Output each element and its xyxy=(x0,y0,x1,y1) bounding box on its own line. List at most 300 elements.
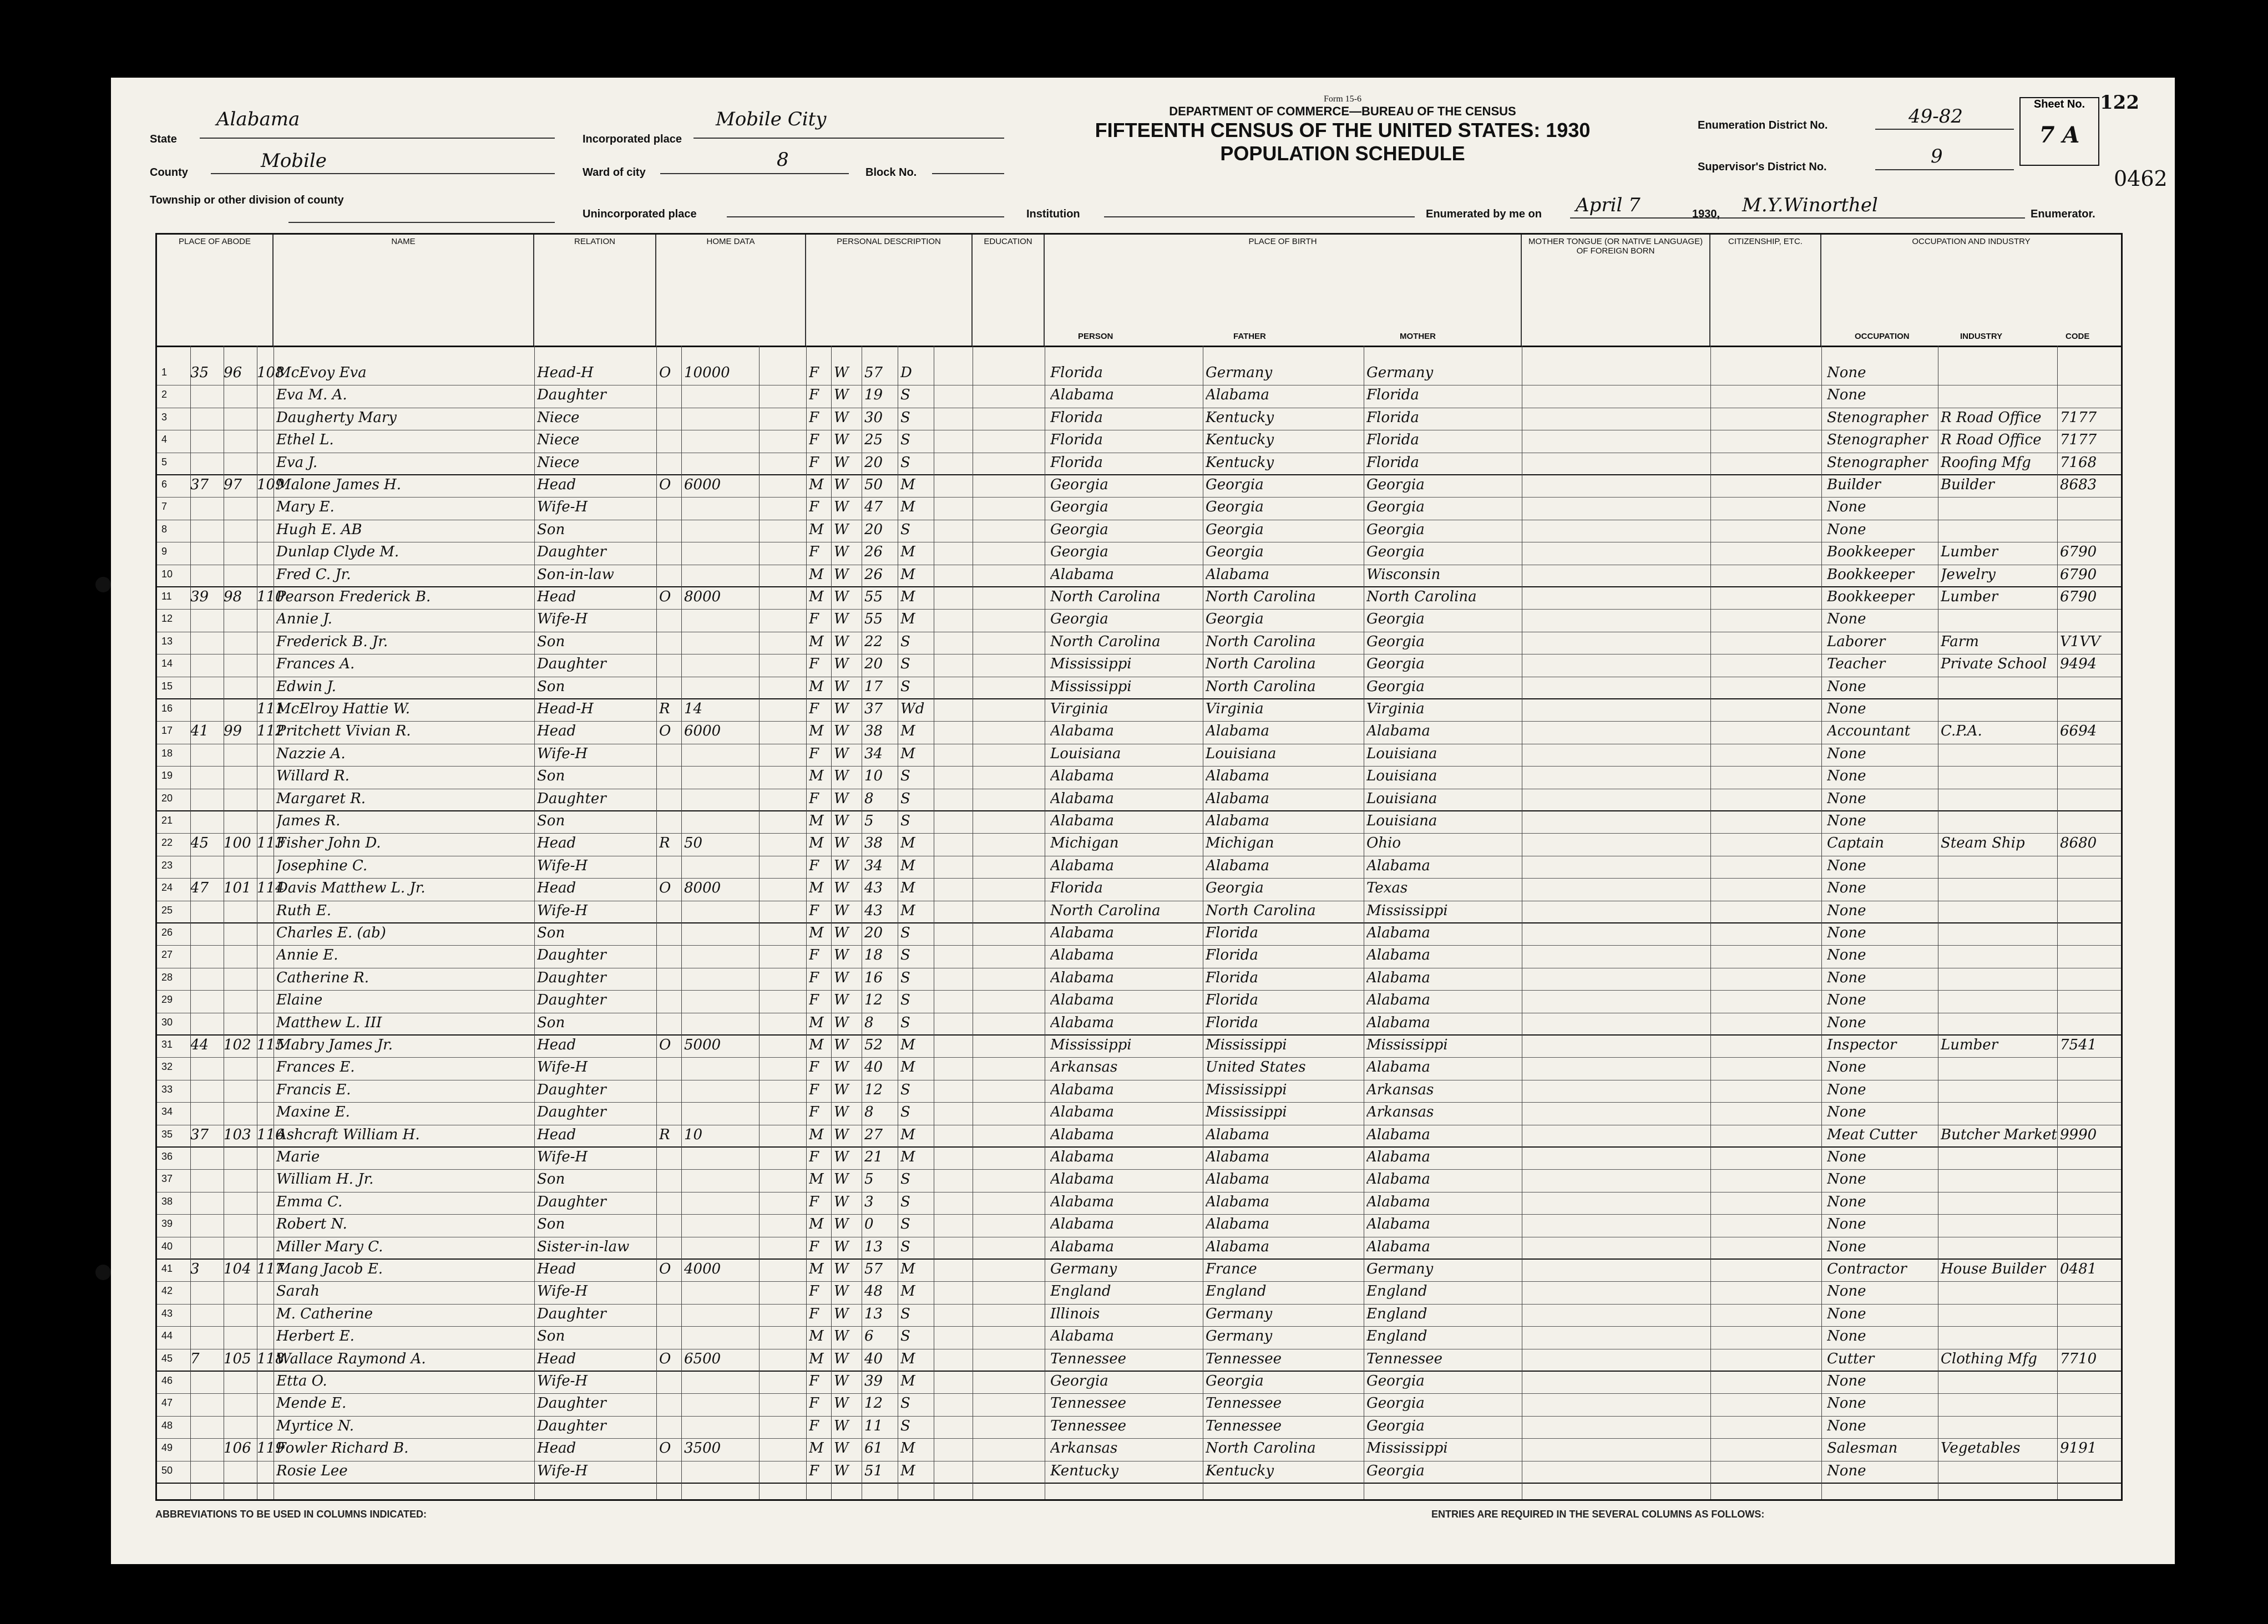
cell-name: McEvoy Eva xyxy=(276,364,367,381)
cell-n: 32 xyxy=(161,1061,173,1073)
cell-occ: Contractor xyxy=(1827,1261,1907,1277)
cell-occ: Cutter xyxy=(1827,1350,1875,1367)
cell-ms: M xyxy=(900,1126,915,1143)
cell-fam: 103 xyxy=(224,1126,251,1143)
cell-rel: Head xyxy=(537,476,576,493)
table-row xyxy=(157,587,2121,610)
table-row xyxy=(157,1327,2121,1349)
cell-sex: M xyxy=(809,768,824,785)
table-row xyxy=(157,610,2121,632)
cell-fbp: Alabama xyxy=(1206,1171,1269,1188)
cell-name: Sarah xyxy=(276,1283,320,1300)
cell-bp: Alabama xyxy=(1050,790,1114,807)
cell-bp: North Carolina xyxy=(1050,633,1161,650)
cell-occ: None xyxy=(1827,1171,1866,1188)
cell-dw: 44 xyxy=(190,1037,209,1053)
cell-name: Willard R. xyxy=(276,768,350,785)
cell-ms: M xyxy=(900,588,915,605)
cell-n: 5 xyxy=(161,456,168,468)
cell-fam: 101 xyxy=(224,880,251,897)
table-row xyxy=(157,991,2121,1013)
cell-code: 9494 xyxy=(2060,656,2097,673)
cell-fbp: Alabama xyxy=(1206,1216,1269,1233)
cell-bp: Alabama xyxy=(1050,1081,1114,1098)
cell-n: 38 xyxy=(161,1195,173,1207)
cell-name: Myrtice N. xyxy=(276,1417,355,1434)
unincorporated-label: Unincorporated place xyxy=(583,208,697,220)
block-label: Block No. xyxy=(865,166,917,179)
cell-fbp: North Carolina xyxy=(1206,588,1316,605)
cell-age: 50 xyxy=(864,476,883,493)
cell-name: Eva J. xyxy=(276,454,318,471)
cell-code: 9990 xyxy=(2060,1126,2097,1143)
cell-sex: M xyxy=(809,1037,824,1053)
cell-occ: None xyxy=(1827,1328,1866,1345)
cell-own: O xyxy=(659,1350,671,1367)
cell-dw: 7 xyxy=(190,1350,200,1367)
cell-occ: None xyxy=(1827,1462,1866,1479)
cell-name: Wallace Raymond A. xyxy=(276,1350,426,1367)
page-stamp: 122 xyxy=(2100,92,2139,114)
cell-age: 26 xyxy=(864,544,883,561)
cell-name: Frederick B. Jr. xyxy=(276,633,388,650)
cell-name: Emma C. xyxy=(276,1193,343,1210)
cell-rel: Head xyxy=(537,1261,576,1277)
cell-n: 21 xyxy=(161,815,173,826)
cell-val: 5000 xyxy=(684,1037,721,1053)
table-row xyxy=(157,1192,2121,1215)
cell-rel: Son xyxy=(537,1014,565,1031)
table-row xyxy=(157,901,2121,923)
cell-race: W xyxy=(834,364,849,381)
cell-bp: Alabama xyxy=(1050,1216,1114,1233)
cell-fbp: North Carolina xyxy=(1206,633,1316,650)
cell-bp: Alabama xyxy=(1050,1149,1114,1165)
cell-age: 5 xyxy=(864,813,874,829)
cell-age: 13 xyxy=(864,1238,883,1255)
cell-fbp: North Carolina xyxy=(1206,656,1316,673)
cell-ind: R Road Office xyxy=(1941,432,2042,449)
cell-race: W xyxy=(834,768,849,785)
cell-sex: M xyxy=(809,813,824,829)
table-row xyxy=(157,1394,2121,1416)
table-row xyxy=(157,475,2121,498)
subhead-occupation: OCCUPATION xyxy=(1855,332,1910,341)
cell-name: Fowler Richard B. xyxy=(276,1440,409,1457)
cell-val: 50 xyxy=(684,835,703,852)
cell-fbp: Kentucky xyxy=(1206,409,1274,426)
cell-code: 7177 xyxy=(2060,432,2097,449)
cell-n: 20 xyxy=(161,792,173,804)
cell-n: 14 xyxy=(161,658,173,669)
cell-n: 28 xyxy=(161,971,173,983)
cell-dw: 37 xyxy=(190,476,209,493)
cell-race: W xyxy=(834,1081,849,1098)
cell-bp: Florida xyxy=(1050,409,1103,426)
cell-mbp: Arkansas xyxy=(1366,1081,1434,1098)
cell-n: 50 xyxy=(161,1464,173,1476)
cell-fam: 100 xyxy=(224,835,251,852)
cell-ind: Clothing Mfg xyxy=(1941,1350,2037,1367)
cell-fam: 105 xyxy=(224,1350,251,1367)
cell-ms: S xyxy=(900,969,910,986)
cell-n: 22 xyxy=(161,837,173,849)
cell-fbp: Kentucky xyxy=(1206,454,1274,471)
cell-name: Marie xyxy=(276,1149,320,1165)
cell-sex: M xyxy=(809,1014,824,1031)
cell-name: Herbert E. xyxy=(276,1328,355,1345)
cell-name: Margaret R. xyxy=(276,790,366,807)
cell-ms: S xyxy=(900,1081,910,1098)
cell-rel: Daughter xyxy=(537,790,606,807)
cell-dw: 41 xyxy=(190,723,209,740)
table-row xyxy=(157,1260,2121,1282)
cell-n: 8 xyxy=(161,523,168,535)
cell-name: Fisher John D. xyxy=(276,835,381,852)
cell-ind: Lumber xyxy=(1941,588,1998,605)
cell-own: O xyxy=(659,723,671,740)
cell-n: 48 xyxy=(161,1419,173,1431)
table-row xyxy=(157,1305,2121,1327)
cell-sex: F xyxy=(809,1283,819,1300)
cell-n: 49 xyxy=(161,1442,173,1454)
cell-bp: Alabama xyxy=(1050,387,1114,404)
cell-ms: S xyxy=(900,790,910,807)
cell-val: 14 xyxy=(684,701,703,717)
cell-age: 43 xyxy=(864,902,883,919)
cell-fbp: Alabama xyxy=(1206,387,1269,404)
cell-name: Catherine R. xyxy=(276,969,369,986)
cell-mbp: Germany xyxy=(1366,364,1434,381)
cell-rel: Daughter xyxy=(537,1395,606,1412)
cell-bp: Georgia xyxy=(1050,544,1108,561)
cell-fbp: Tennessee xyxy=(1206,1417,1282,1434)
cell-occ: None xyxy=(1827,969,1866,986)
cell-rel: Head xyxy=(537,1037,576,1053)
cell-race: W xyxy=(834,992,849,1009)
cell-mbp: Alabama xyxy=(1366,1126,1430,1143)
cell-mbp: Alabama xyxy=(1366,1059,1430,1076)
cell-mbp: Mississippi xyxy=(1366,1440,1448,1457)
cell-occ: Stenographer xyxy=(1827,409,1928,426)
cell-occ: None xyxy=(1827,1373,1866,1389)
cell-dw: 47 xyxy=(190,880,209,897)
cell-val: 10000 xyxy=(684,364,730,381)
table-row xyxy=(157,498,2121,520)
cell-age: 8 xyxy=(864,790,874,807)
col-occupation-industry xyxy=(1821,235,2121,346)
cell-age: 34 xyxy=(864,857,883,874)
cell-own: O xyxy=(659,364,671,381)
table-row xyxy=(157,1282,2121,1304)
cell-mbp: Texas xyxy=(1366,880,1408,897)
table-row xyxy=(157,968,2121,991)
cell-n: 39 xyxy=(161,1218,173,1230)
cell-age: 39 xyxy=(864,1373,883,1389)
cell-rel: Wife-H xyxy=(537,1149,588,1165)
cell-code: 7710 xyxy=(2060,1350,2097,1367)
cell-rel: Wife-H xyxy=(537,1462,588,1479)
cell-bp: Alabama xyxy=(1050,925,1114,941)
cell-bp: Georgia xyxy=(1050,1373,1108,1389)
table-row xyxy=(157,565,2121,587)
sheet-number-label: Sheet No. xyxy=(2033,98,2085,110)
cell-occ: Salesman xyxy=(1827,1440,1898,1457)
cell-race: W xyxy=(834,1037,849,1053)
cell-n: 41 xyxy=(161,1263,173,1274)
cell-mbp: Virginia xyxy=(1366,701,1425,717)
cell-rel: Head xyxy=(537,1126,576,1143)
cell-sex: F xyxy=(809,454,819,471)
cell-rel: Daughter xyxy=(537,992,606,1009)
cell-ms: S xyxy=(900,454,910,471)
cell-age: 18 xyxy=(864,947,883,964)
cell-occ: None xyxy=(1827,1305,1866,1322)
cell-bp: Mississippi xyxy=(1050,678,1132,695)
cell-name: Eva M. A. xyxy=(276,387,347,404)
table-row xyxy=(157,1237,2121,1260)
cell-rel: Son xyxy=(537,813,565,829)
table-row xyxy=(157,1080,2121,1103)
table-row xyxy=(157,811,2121,834)
cell-ms: S xyxy=(900,925,910,941)
cell-own: O xyxy=(659,1261,671,1277)
col-mother-tongue: MOTHER TONGUE (OR NATIVE LANGUAGE) OF FOREIGN BORN xyxy=(1522,235,1710,346)
cell-sex: M xyxy=(809,835,824,852)
cell-fam: 104 xyxy=(224,1261,251,1277)
cell-bp: Florida xyxy=(1050,880,1103,897)
cell-ms: S xyxy=(900,387,910,404)
cell-occ: Stenographer xyxy=(1827,432,1928,449)
cell-mbp: Wisconsin xyxy=(1366,566,1441,583)
cell-fbp: Alabama xyxy=(1206,1193,1269,1210)
enumerated-label: Enumerated by me on xyxy=(1426,208,1542,220)
cell-bp: Georgia xyxy=(1050,521,1108,538)
cell-age: 43 xyxy=(864,880,883,897)
cell-sex: M xyxy=(809,566,824,583)
cell-occ: None xyxy=(1827,1193,1866,1210)
cell-mbp: England xyxy=(1366,1328,1427,1345)
cell-age: 11 xyxy=(864,1417,883,1434)
cell-ms: M xyxy=(900,1373,915,1389)
cell-age: 25 xyxy=(864,432,883,449)
cell-sex: F xyxy=(809,969,819,986)
cell-rel: Son xyxy=(537,1216,565,1233)
cell-ms: S xyxy=(900,1328,910,1345)
cell-ind: C.P.A. xyxy=(1941,723,1982,740)
cell-fbp: Alabama xyxy=(1206,1126,1269,1143)
cell-fam: 98 xyxy=(224,588,242,605)
cell-v: 116 xyxy=(257,1126,285,1143)
cell-fbp: United States xyxy=(1206,1059,1306,1076)
cell-fam: 102 xyxy=(224,1037,251,1053)
col-education: EDUCATION xyxy=(973,235,1045,346)
cell-fbp: Alabama xyxy=(1206,813,1269,829)
cell-race: W xyxy=(834,1328,849,1345)
cell-v: 108 xyxy=(257,364,285,381)
cell-rel: Niece xyxy=(537,409,580,426)
cell-v: 111 xyxy=(257,701,285,717)
cell-race: W xyxy=(834,1462,849,1479)
table-row xyxy=(157,1215,2121,1237)
cell-bp: Alabama xyxy=(1050,1193,1114,1210)
cell-ms: M xyxy=(900,611,915,628)
cell-code: 7177 xyxy=(2060,409,2097,426)
cell-age: 48 xyxy=(864,1283,883,1300)
cell-occ: Accountant xyxy=(1827,723,1911,740)
cell-ms: S xyxy=(900,1171,910,1188)
cell-race: W xyxy=(834,969,849,986)
cell-name: Maxine E. xyxy=(276,1104,350,1121)
subhead-code: CODE xyxy=(2066,332,2090,341)
cell-bp: Mississippi xyxy=(1050,1037,1132,1053)
cell-bp: Kentucky xyxy=(1050,1462,1119,1479)
cell-age: 52 xyxy=(864,1037,883,1053)
cell-race: W xyxy=(834,880,849,897)
subhead-mother: MOTHER xyxy=(1400,332,1436,341)
cell-mbp: Georgia xyxy=(1366,611,1425,628)
cell-bp: Alabama xyxy=(1050,1238,1114,1255)
cell-bp: North Carolina xyxy=(1050,588,1161,605)
cell-sex: F xyxy=(809,364,819,381)
cell-ms: S xyxy=(900,678,910,695)
cell-own: O xyxy=(659,588,671,605)
cell-code: 8680 xyxy=(2060,835,2097,852)
cell-fbp: Florida xyxy=(1206,992,1258,1009)
cell-ind: Vegetables xyxy=(1941,1440,2021,1457)
cell-age: 34 xyxy=(864,745,883,762)
cell-bp: Michigan xyxy=(1050,835,1119,852)
cell-bp: Louisiana xyxy=(1050,745,1121,762)
cell-ind: Jewelry xyxy=(1941,566,1996,583)
cell-name: Ruth E. xyxy=(276,902,332,919)
cell-bp: Tennessee xyxy=(1050,1417,1127,1434)
table-row xyxy=(157,789,2121,811)
cell-name: Daugherty Mary xyxy=(276,409,397,426)
table-row xyxy=(157,1417,2121,1439)
cell-fbp: Georgia xyxy=(1206,476,1264,493)
cell-race: W xyxy=(834,656,849,673)
cell-n: 4 xyxy=(161,434,168,445)
table-row xyxy=(157,946,2121,968)
cell-occ: None xyxy=(1827,745,1866,762)
cell-mbp: Alabama xyxy=(1366,992,1430,1009)
cell-name: Pritchett Vivian R. xyxy=(276,723,411,740)
cell-mbp: Louisiana xyxy=(1366,768,1437,785)
cell-age: 40 xyxy=(864,1350,883,1367)
cell-bp: Alabama xyxy=(1050,1104,1114,1121)
cell-name: Mang Jacob E. xyxy=(276,1261,383,1277)
cell-sex: F xyxy=(809,656,819,673)
enumeration-district-value: 49-82 xyxy=(1908,105,1963,128)
cell-fbp: Georgia xyxy=(1206,1373,1264,1389)
cell-race: W xyxy=(834,1350,849,1367)
cell-ms: M xyxy=(900,723,915,740)
enumerated-year: 1930, xyxy=(1692,208,1720,220)
cell-fbp: Alabama xyxy=(1206,1149,1269,1165)
cell-v: 115 xyxy=(257,1037,285,1053)
cell-age: 61 xyxy=(864,1440,883,1457)
cell-own: R xyxy=(659,701,670,717)
cell-bp: Alabama xyxy=(1050,992,1114,1009)
cell-sex: F xyxy=(809,992,819,1009)
cell-race: W xyxy=(834,790,849,807)
cell-race: W xyxy=(834,1440,849,1457)
cell-fbp: Tennessee xyxy=(1206,1350,1282,1367)
cell-rel: Daughter xyxy=(537,947,606,964)
cell-ind: Builder xyxy=(1941,476,1994,493)
cell-ms: S xyxy=(900,521,910,538)
cell-age: 10 xyxy=(864,768,883,785)
cell-fbp: Alabama xyxy=(1206,723,1269,740)
cell-mbp: Alabama xyxy=(1366,1171,1430,1188)
cell-fbp: Kentucky xyxy=(1206,432,1274,449)
cell-n: 6 xyxy=(161,479,168,490)
cell-bp: Georgia xyxy=(1050,611,1108,628)
cell-ms: S xyxy=(900,1216,910,1233)
cell-occ: Bookkeeper xyxy=(1827,566,1915,583)
cell-n: 40 xyxy=(161,1240,173,1252)
cell-occ: None xyxy=(1827,857,1866,874)
cell-rel: Head xyxy=(537,880,576,897)
cell-occ: Meat Cutter xyxy=(1827,1126,1917,1143)
cell-race: W xyxy=(834,1305,849,1322)
cell-age: 30 xyxy=(864,409,883,426)
cell-age: 26 xyxy=(864,566,883,583)
cell-age: 40 xyxy=(864,1059,883,1076)
cell-age: 12 xyxy=(864,992,883,1009)
cell-ind: Private School xyxy=(1941,656,2047,673)
cell-name: Edwin J. xyxy=(276,678,336,695)
cell-fbp: Florida xyxy=(1206,947,1258,964)
cell-val: 8000 xyxy=(684,588,721,605)
cell-val: 10 xyxy=(684,1126,703,1143)
cell-race: W xyxy=(834,566,849,583)
cell-rel: Son xyxy=(537,633,565,650)
cell-sex: F xyxy=(809,1373,819,1389)
table-row xyxy=(157,856,2121,879)
cell-bp: Illinois xyxy=(1050,1305,1100,1322)
cell-rel: Wife-H xyxy=(537,1283,588,1300)
cell-name: Etta O. xyxy=(276,1373,327,1389)
cell-sex: F xyxy=(809,432,819,449)
cell-ind: Roofing Mfg xyxy=(1941,454,2031,471)
cell-fbp: Germany xyxy=(1206,364,1273,381)
table-row xyxy=(157,1170,2121,1192)
cell-bp: Alabama xyxy=(1050,1126,1114,1143)
cell-rel: Daughter xyxy=(537,1081,606,1098)
cell-occ: None xyxy=(1827,1283,1866,1300)
cell-rel: Wife-H xyxy=(537,611,588,628)
cell-rel: Head xyxy=(537,1350,576,1367)
cell-bp: Alabama xyxy=(1050,1014,1114,1031)
cell-ms: S xyxy=(900,1014,910,1031)
cell-fbp: North Carolina xyxy=(1206,678,1316,695)
cell-fbp: Virginia xyxy=(1206,701,1264,717)
form-title-block xyxy=(1010,94,1675,165)
cell-occ: Teacher xyxy=(1827,656,1886,673)
table-row xyxy=(157,1439,2121,1461)
enumerator-name: M.Y.Winorthel xyxy=(1742,194,1878,216)
cell-ms: S xyxy=(900,992,910,1009)
cell-mbp: Ohio xyxy=(1366,835,1401,852)
table-row xyxy=(157,744,2121,767)
cell-mbp: Louisiana xyxy=(1366,745,1437,762)
cell-ms: S xyxy=(900,1417,910,1434)
cell-ms: M xyxy=(900,499,915,516)
cell-name: Francis E. xyxy=(276,1081,351,1098)
cell-ms: M xyxy=(900,1440,915,1457)
